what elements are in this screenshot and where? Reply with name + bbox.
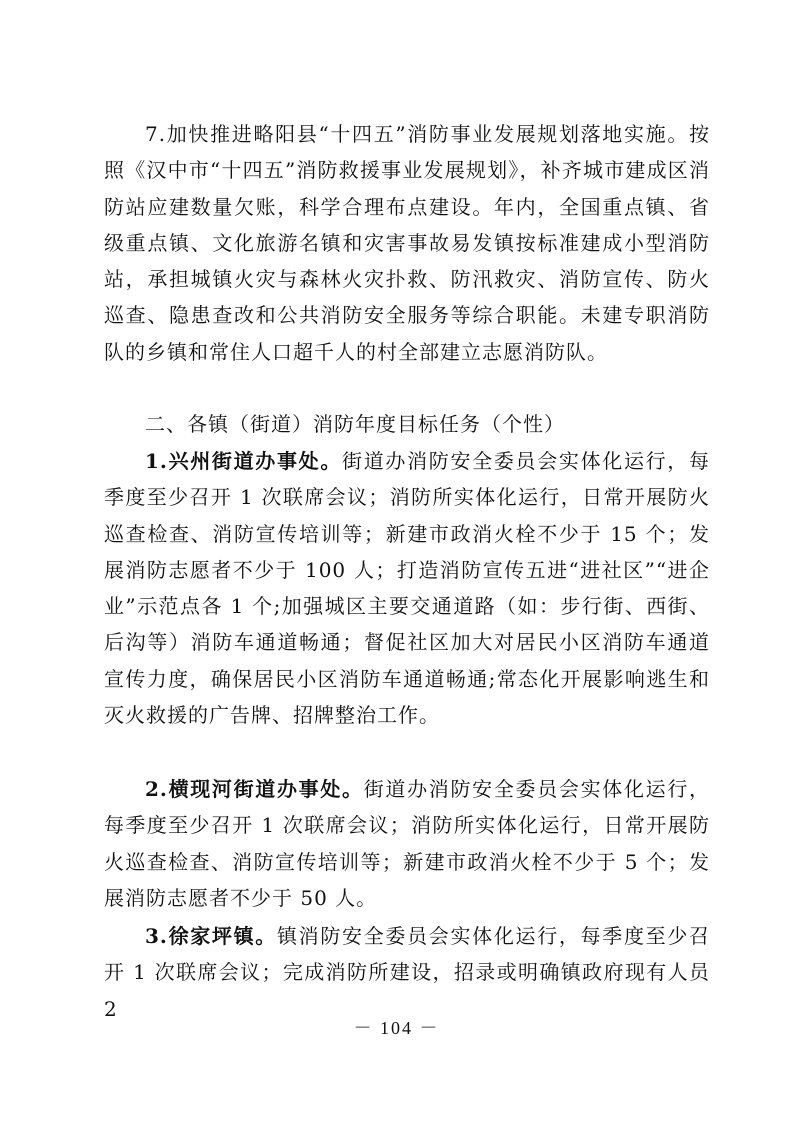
item-3-body: 镇消防安全委员会实体化运行，每季度至少召开 1 次联席会议；完成消防所建设，招录或明确镇政府现有人员 2 bbox=[104, 924, 711, 1021]
item-2-body: 街道办消防安全委员会实体化运行，每季度至少召开 1 次联席会议；消防所实体化运行，日常开展防火巡查检查、消防宣传培训等；新建市政消火栓不少于 5 个；发展消防志愿者不少于 50 人。 bbox=[104, 777, 710, 910]
paragraph-item-3 bbox=[104, 918, 710, 1027]
paragraph-item-2 bbox=[104, 771, 710, 916]
item-2-lead: 2.横现河街道办事处。 bbox=[145, 777, 364, 801]
page-number: － 104 － bbox=[353, 1018, 440, 1038]
item-1-lead: 1.兴州街道办事处。 bbox=[145, 449, 343, 473]
item-3-lead: 3.徐家坪镇。 bbox=[145, 924, 277, 948]
section-heading: 二、各镇（街道）消防年度目标任务（个性） bbox=[145, 412, 565, 436]
paragraph-item-7: 7.加快推进略阳县“十四五”消防事业发展规划落地实施。按照《汉中市“十四五”消防救援事业发展规划》，补齐城市建成区消防站应建数量欠账，科学合理布点建设。年内，全国重点镇、省级重点镇、文化旅游名镇和灾害事故易发镇按标准建成小型消防站，承担城镇火灾与森林火灾扑救、防汛救灾、消防宣传、防火巡查、隐患查改和公共消防安全服务等综合职能。未建专职消防队的乡镇和常住人口超千人的村全部建立志愿消防队。 bbox=[104, 122, 710, 364]
item-1-body: 街道办消防安全委员会实体化运行，每季度至少召开 1 次联席会议；消防所实体化运行，日常开展防火巡查检查、消防宣传培训等；新建市政消火栓不少于 15 个；发展消防志愿者不少于 100 人；打造消防宣传五进“进社区”“进企业”示范点各 1 个;加强城区主要交通道路（如：步行街、西街、后沟等）消防车通道畅通；督促社区加大对居民小区消防车通道宣传力度，确保居民小区消防车通道畅通;常态化开展影响逃生和灭火救援的广告牌、招牌整治工作。 bbox=[104, 449, 710, 728]
paragraph-item-1 bbox=[104, 443, 710, 733]
